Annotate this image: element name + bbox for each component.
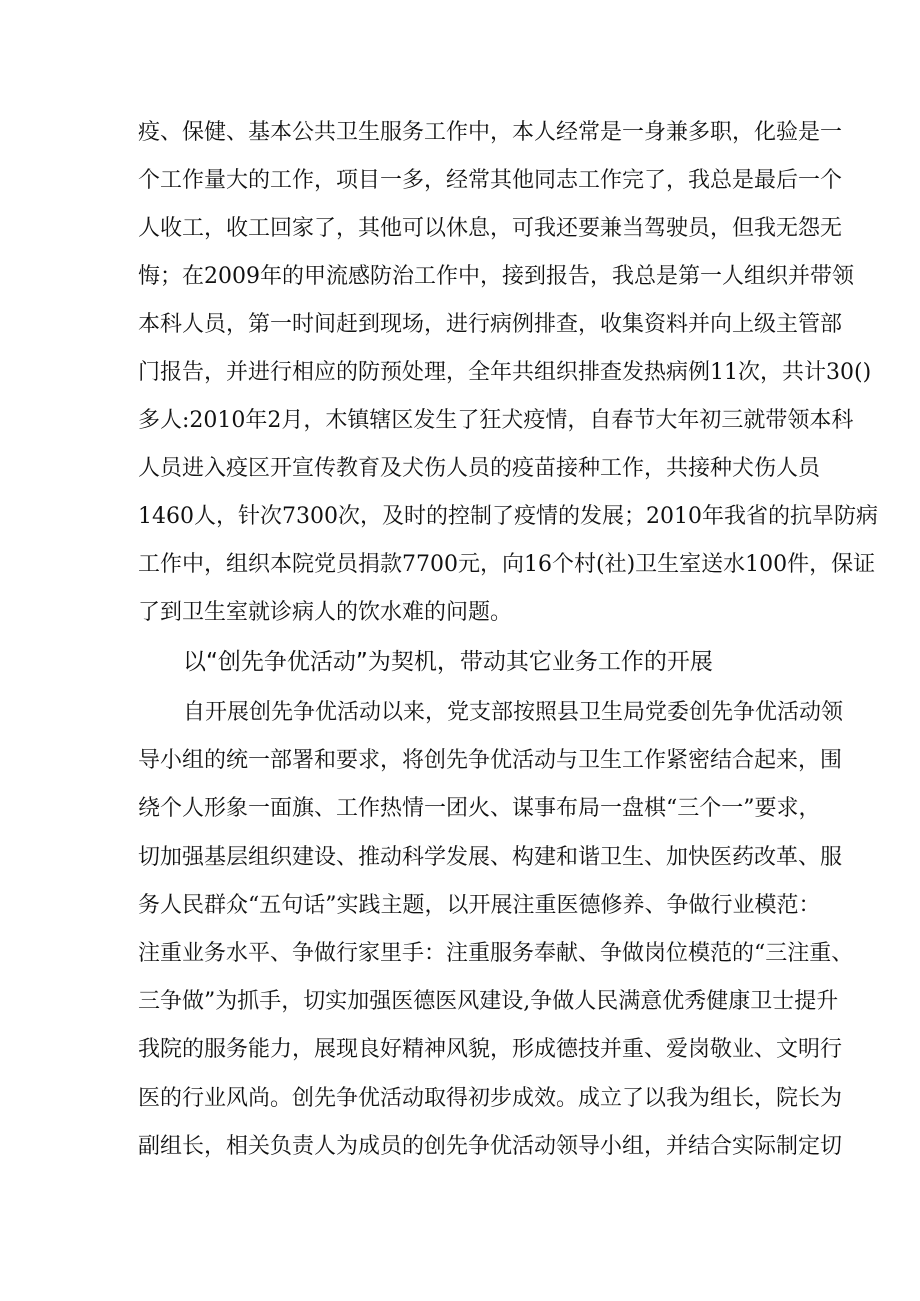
text-line: 工作中，组织本院党员捐款7700元，向16个村(社)卫生室送水100件，保证 xyxy=(138,552,876,577)
text-line: 注重业务水平、争做行家里手：注重服务奉献、争做岗位模范的“三注重、 xyxy=(138,941,854,966)
section-heading: 以“创先争优活动”为契机，带动其它业务工作的开展 xyxy=(183,649,713,675)
text-line: 多人:2010年2月，木镇辖区发生了狂犬疫情，自春节大年初三就带领本科 xyxy=(138,408,854,433)
text-line: 悔；在2009年的甲流感防治工作中，接到报告，我总是第一人组织并带领 xyxy=(138,264,854,289)
text-line: 务人民群众“五句话”实践主题，以开展注重医德修养、争做行业模范： xyxy=(138,893,821,918)
text-line: 导小组的统一部署和要求，将创先争优活动与卫生工作紧密结合起来，围 xyxy=(138,748,843,773)
text-line: 个工作量大的工作，项目一多，经常其他同志工作完了，我总是最后一个 xyxy=(138,168,843,193)
text-line: 本科人员，第一时间赶到现场，进行病例排查，收集资料并向上级主管部 xyxy=(138,312,843,337)
text-line: 人员进入疫区开宣传教育及犬伤人员的疫苗接种工作，共接种犬伤人员 xyxy=(138,456,821,481)
text-line: 医的行业风尚。创先争优活动取得初步成效。成立了以我为组长，院长为 xyxy=(138,1086,843,1111)
text-line: 自开展创先争优活动以来，党支部按照县卫生局党委创先争优活动领 xyxy=(183,700,844,725)
text-line: 门报告，并进行相应的防预处理，全年共组织排查发热病例11次，共计30() xyxy=(138,360,872,385)
text-line: 人收工，收工回家了，其他可以休息，可我还要兼当驾驶员，但我无怨无 xyxy=(138,216,843,241)
text-line: 1460人，针次7300次，及时的控制了疫情的发展；2010年我省的抗旱防病 xyxy=(138,504,878,529)
text-line: 绕个人形象一面旗、工作热情一团火、谋事布局一盘棋“三个一”要求， xyxy=(138,796,821,821)
text-line: 了到卫生室就诊病人的饮水难的问题。 xyxy=(138,600,513,625)
text-line: 三争做”为抓手，切实加强医德医风建设,争做人民满意优秀健康卫士提升 xyxy=(138,989,839,1014)
text-line: 疫、保健、基本公共卫生服务工作中，本人经常是一身兼多职，化验是一 xyxy=(138,120,843,145)
text-line: 切加强基层组织建设、推动科学发展、构建和谐卫生、加快医药改革、服 xyxy=(138,845,843,870)
text-line: 我院的服务能力，展现良好精神风貌，形成德技并重、爱岗敬业、文明行 xyxy=(138,1037,843,1062)
text-line: 副组长，相关负责人为成员的创先争优活动领导小组，并结合实际制定切 xyxy=(138,1134,843,1159)
